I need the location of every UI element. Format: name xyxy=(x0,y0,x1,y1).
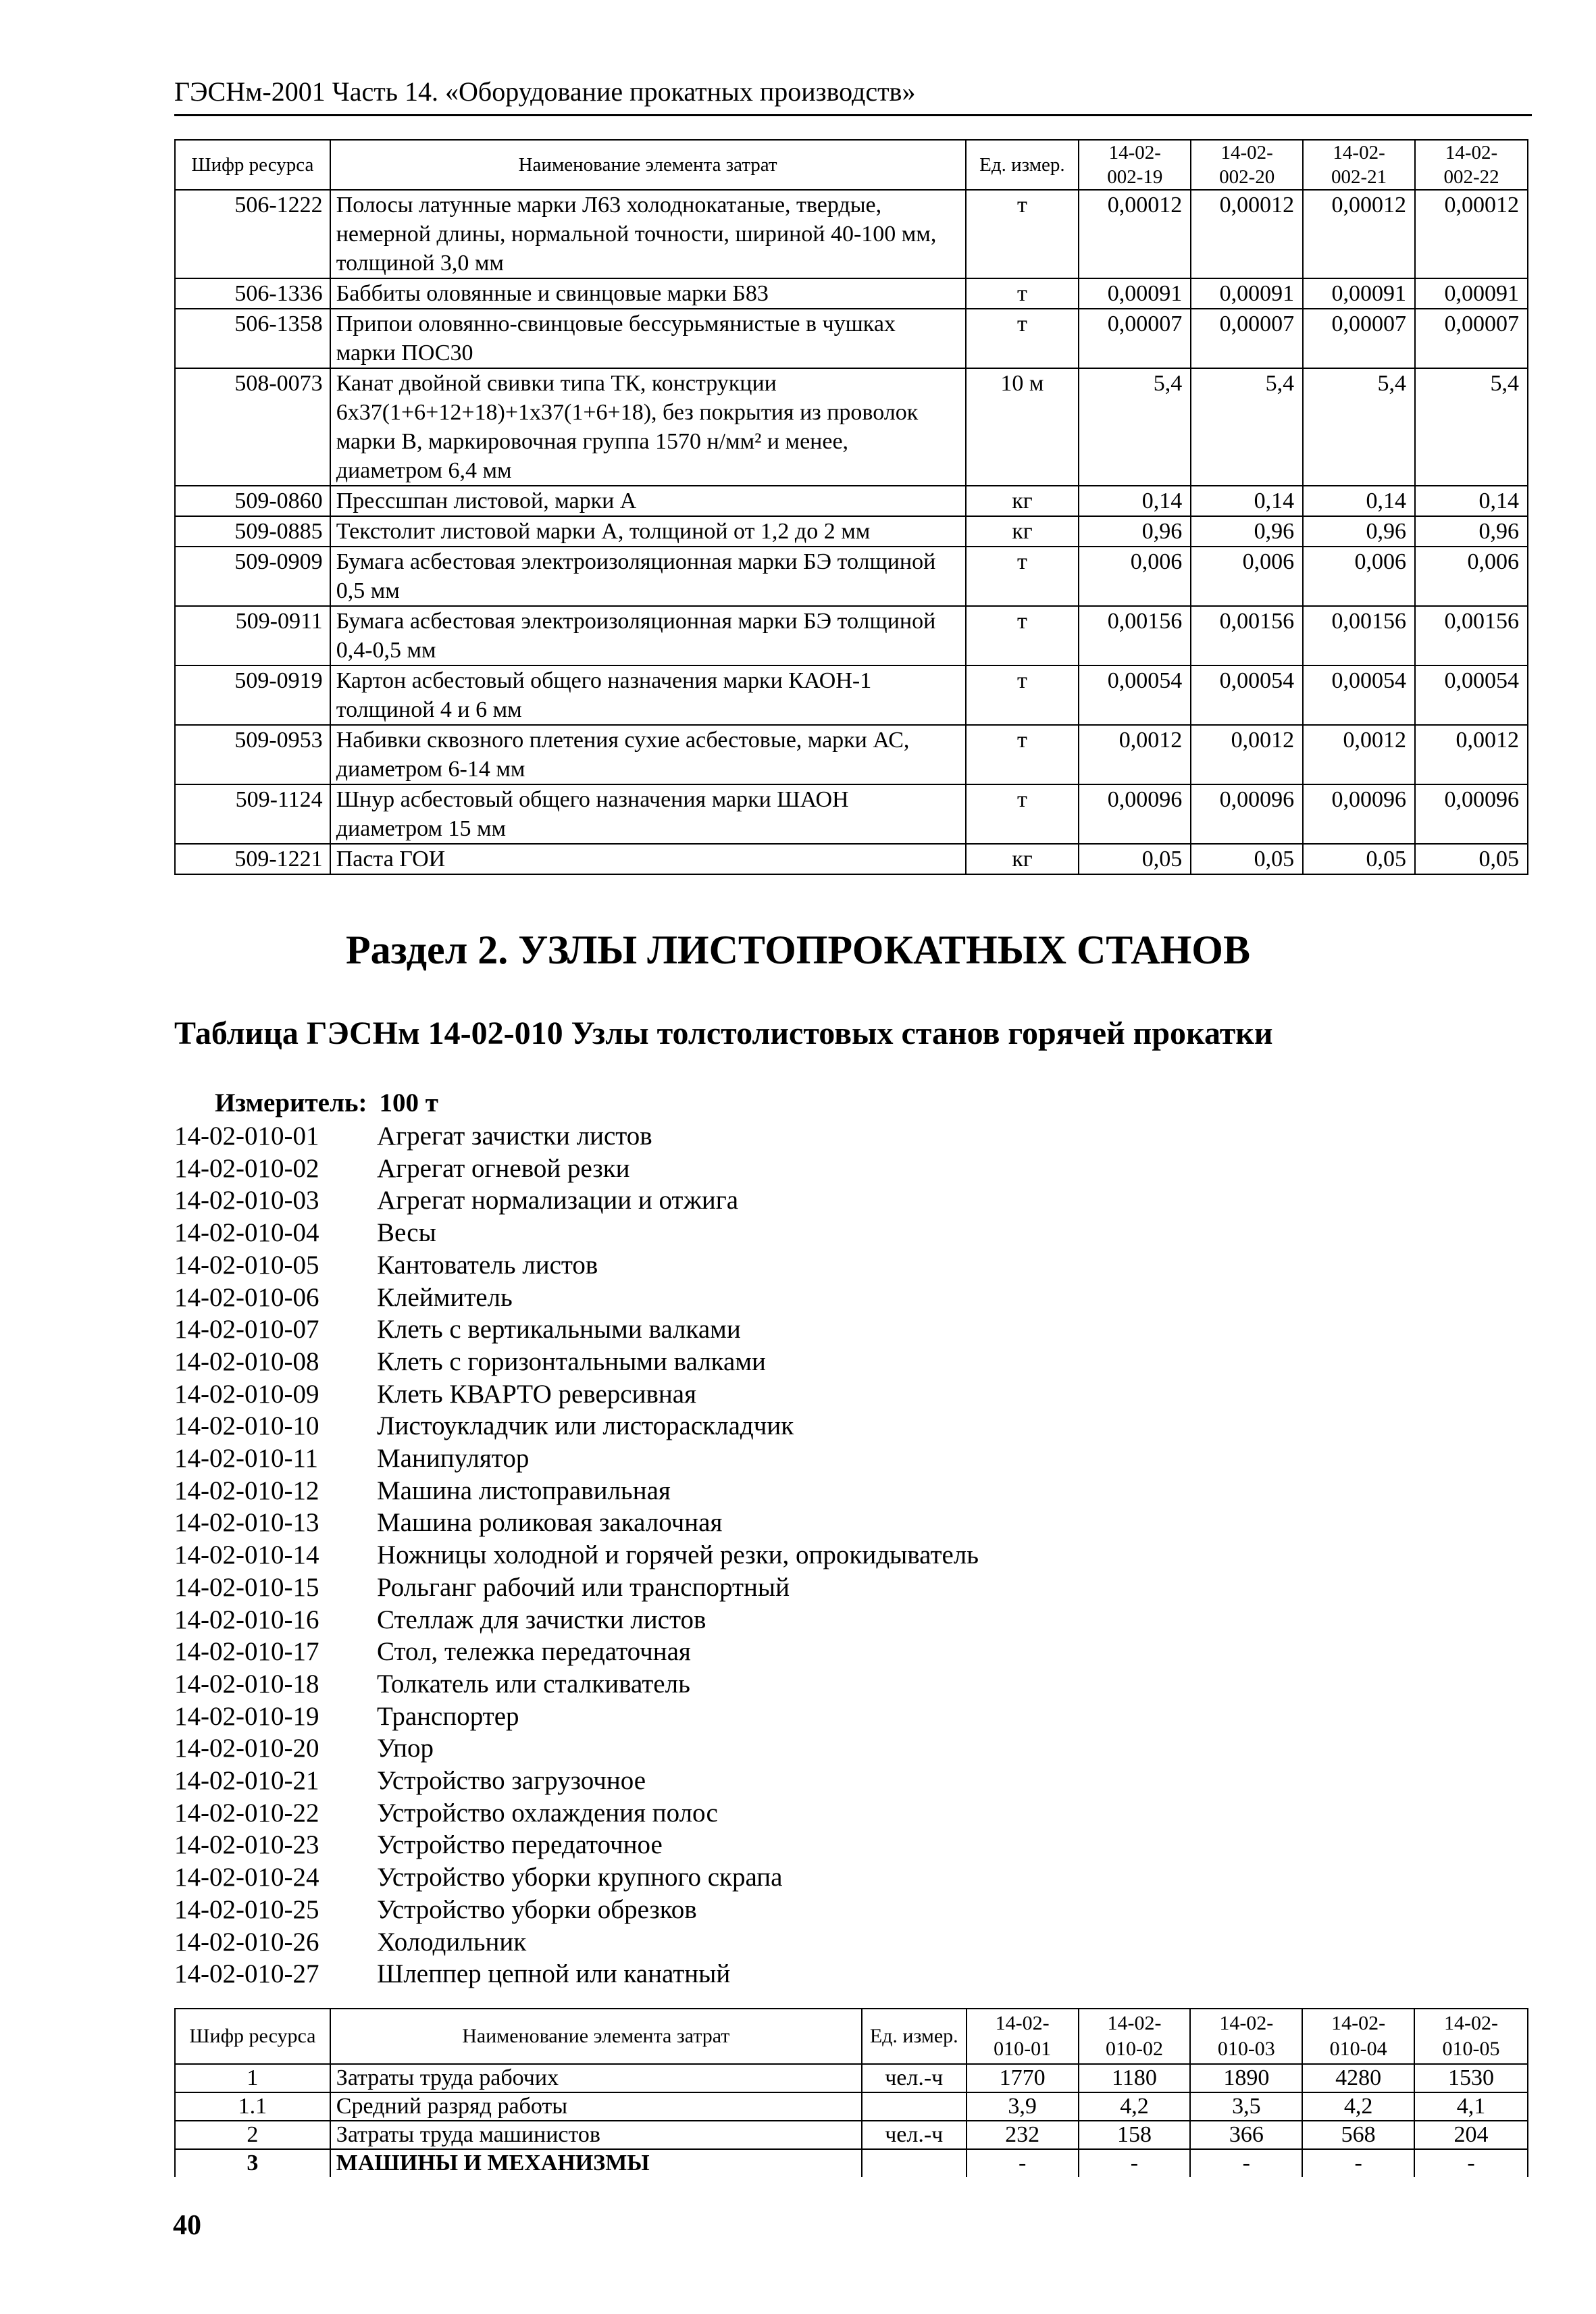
norm-code: 14-02-010-22 xyxy=(174,1798,319,1828)
meter-line xyxy=(215,1088,438,1118)
value-cell: - xyxy=(967,2149,1079,2177)
norm-item xyxy=(174,1829,979,1861)
unit-cell xyxy=(862,2149,967,2177)
unit-cell: т xyxy=(966,606,1079,665)
value-cell: 158 xyxy=(1079,2121,1191,2149)
value-cell: 0,00007 xyxy=(1415,309,1528,368)
value-cell: 0,00091 xyxy=(1303,278,1415,309)
value-cell: 0,00091 xyxy=(1415,278,1528,309)
norm-code: 14-02-010-14 xyxy=(174,1540,319,1570)
norm-code: 14-02-010-04 xyxy=(174,1218,319,1248)
table-header-row xyxy=(175,140,1528,190)
value-cell: 1770 xyxy=(967,2064,1079,2092)
norm-code: 14-02-010-13 xyxy=(174,1508,319,1538)
norm-name: Весы xyxy=(377,1218,436,1248)
resource-table-010 xyxy=(174,2008,1528,2177)
norm-item xyxy=(174,1184,979,1217)
column-header: 14-02- 010-05 xyxy=(1414,2009,1528,2064)
cost-element-name: Затраты труда рабочих xyxy=(330,2064,862,2092)
resource-code: 3 xyxy=(175,2149,330,2177)
norm-name: Толкатель или сталкиватель xyxy=(377,1669,690,1699)
value-cell: - xyxy=(1414,2149,1528,2177)
column-header: 14-02- 002-21 xyxy=(1303,140,1415,190)
table-row xyxy=(175,486,1528,516)
norm-name: Ножницы холодной и горячей резки, опрокидыватель xyxy=(377,1540,979,1570)
value-cell: 204 xyxy=(1414,2121,1528,2149)
norm-name: Шлеппер цепной или канатный xyxy=(377,1959,731,1989)
norm-code: 14-02-010-27 xyxy=(174,1959,319,1989)
norm-name: Устройство охлаждения полос xyxy=(377,1798,718,1828)
norm-code-list xyxy=(174,1120,979,1990)
value-cell: 0,006 xyxy=(1415,547,1528,606)
value-cell: 4,2 xyxy=(1079,2092,1191,2121)
norm-code: 14-02-010-15 xyxy=(174,1572,319,1602)
resource-code: 509-0885 xyxy=(175,516,330,547)
norm-item xyxy=(174,1442,979,1475)
norm-name: Клеть с горизонтальными валками xyxy=(377,1347,766,1376)
resource-code: 506-1336 xyxy=(175,278,330,309)
value-cell: 0,00054 xyxy=(1191,665,1303,725)
value-cell: 366 xyxy=(1190,2121,1302,2149)
norm-code: 14-02-010-01 xyxy=(174,1122,319,1151)
cost-element-name: МАШИНЫ И МЕХАНИЗМЫ xyxy=(330,2149,862,2177)
norm-item xyxy=(174,1571,979,1604)
unit-cell: т xyxy=(966,784,1079,844)
column-header: Шифр ресурса xyxy=(175,140,330,190)
value-cell: 568 xyxy=(1302,2121,1414,2149)
norm-item xyxy=(174,1475,979,1507)
cost-element-name: Картон асбестовый общего назначения марки КАОН-1 толщиной 4 и 6 мм xyxy=(330,665,966,725)
value-cell: 0,05 xyxy=(1303,844,1415,874)
value-cell: 0,00054 xyxy=(1079,665,1191,725)
value-cell: 0,96 xyxy=(1079,516,1191,547)
value-cell: 0,00156 xyxy=(1191,606,1303,665)
column-header: Шифр ресурса xyxy=(175,2009,330,2064)
resource-code: 509-0909 xyxy=(175,547,330,606)
value-cell: 0,00054 xyxy=(1303,665,1415,725)
norm-name: Клеть КВАРТО реверсивная xyxy=(377,1379,697,1409)
unit-cell: 10 м xyxy=(966,368,1079,486)
cost-element-name: Припои оловянно-свинцовые бессурьмянистые в чушках марки ПОС30 xyxy=(330,309,966,368)
table-row xyxy=(175,665,1528,725)
norm-item xyxy=(174,1701,979,1733)
norm-name: Устройство уборки обрезков xyxy=(377,1894,697,1924)
norm-name: Рольганг рабочий или транспортный xyxy=(377,1572,790,1602)
value-cell: 0,14 xyxy=(1191,486,1303,516)
cost-element-name: Шнур асбестовый общего назначения марки ШАОН диаметром 15 мм xyxy=(330,784,966,844)
norm-item xyxy=(174,1894,979,1926)
value-cell: 0,0012 xyxy=(1079,725,1191,784)
norm-item xyxy=(174,1217,979,1249)
norm-code: 14-02-010-20 xyxy=(174,1734,319,1763)
meter-value: 100 т xyxy=(379,1088,438,1117)
unit-cell: чел.-ч xyxy=(862,2121,967,2149)
norm-name: Упор xyxy=(377,1734,434,1763)
table-row xyxy=(175,368,1528,486)
value-cell: 0,00156 xyxy=(1415,606,1528,665)
norm-code: 14-02-010-03 xyxy=(174,1186,319,1215)
resource-code: 509-0953 xyxy=(175,725,330,784)
value-cell: 0,00007 xyxy=(1303,309,1415,368)
value-cell: 0,05 xyxy=(1191,844,1303,874)
resource-code: 509-1221 xyxy=(175,844,330,874)
norm-code: 14-02-010-09 xyxy=(174,1379,319,1409)
table-row xyxy=(175,516,1528,547)
norm-code: 14-02-010-19 xyxy=(174,1701,319,1731)
norm-code: 14-02-010-23 xyxy=(174,1830,319,1860)
norm-code: 14-02-010-02 xyxy=(174,1153,319,1183)
norm-code: 14-02-010-08 xyxy=(174,1347,319,1376)
unit-cell: кг xyxy=(966,486,1079,516)
norm-item xyxy=(174,1346,979,1378)
norm-name: Устройство загрузочное xyxy=(377,1766,646,1796)
cost-element-name: Полосы латунные марки Л63 холоднокатаные, твердые, немерной длины, нормальной точности, шириной 40-100 мм, толщиной 3,0 мм xyxy=(330,190,966,278)
column-header: Наименование элемента затрат xyxy=(330,140,966,190)
value-cell: 0,00012 xyxy=(1191,190,1303,278)
norm-name: Манипулятор xyxy=(377,1444,530,1474)
norm-name: Холодильник xyxy=(377,1927,527,1957)
norm-code: 14-02-010-21 xyxy=(174,1766,319,1796)
value-cell: 0,00091 xyxy=(1191,278,1303,309)
table-row xyxy=(175,190,1528,278)
norm-code: 14-02-010-17 xyxy=(174,1637,319,1667)
cost-element-name: Текстолит листовой марки А, толщиной от 1,2 до 2 мм xyxy=(330,516,966,547)
resource-code: 1 xyxy=(175,2064,330,2092)
norm-name: Клеть с вертикальными валками xyxy=(377,1315,741,1344)
norm-name: Клеймитель xyxy=(377,1282,513,1312)
norm-item xyxy=(174,1732,979,1765)
table-row xyxy=(175,278,1528,309)
value-cell: 0,006 xyxy=(1303,547,1415,606)
value-cell: 0,00096 xyxy=(1191,784,1303,844)
norm-item xyxy=(174,1313,979,1346)
cost-element-name: Бумага асбестовая электроизоляционная марки БЭ толщиной 0,5 мм xyxy=(330,547,966,606)
value-cell: 1530 xyxy=(1414,2064,1528,2092)
norm-name: Машина листоправильная xyxy=(377,1476,671,1505)
value-cell: 3,5 xyxy=(1190,2092,1302,2121)
resource-code: 506-1222 xyxy=(175,190,330,278)
norm-item xyxy=(174,1926,979,1959)
resource-code: 509-1124 xyxy=(175,784,330,844)
value-cell: 5,4 xyxy=(1191,368,1303,486)
running-header: ГЭСНм-2001 Часть 14. «Оборудование прокатных производств» xyxy=(174,76,1532,116)
value-cell: 0,05 xyxy=(1079,844,1191,874)
unit-cell xyxy=(862,2092,967,2121)
table-row xyxy=(175,2092,1528,2121)
table-row xyxy=(175,844,1528,874)
value-cell: 232 xyxy=(967,2121,1079,2149)
value-cell: 0,00156 xyxy=(1303,606,1415,665)
unit-cell: кг xyxy=(966,844,1079,874)
norm-item xyxy=(174,1507,979,1539)
table-title: Таблица ГЭСНм 14-02-010 Узлы толстолистовых станов горячей прокатки xyxy=(174,1015,1273,1051)
value-cell: 4,2 xyxy=(1302,2092,1414,2121)
norm-code: 14-02-010-07 xyxy=(174,1315,319,1344)
norm-code: 14-02-010-12 xyxy=(174,1476,319,1505)
table-header-row xyxy=(175,2009,1528,2064)
norm-code: 14-02-010-24 xyxy=(174,1863,319,1892)
value-cell: 0,00156 xyxy=(1079,606,1191,665)
value-cell: 0,00007 xyxy=(1191,309,1303,368)
cost-element-name: Средний разряд работы xyxy=(330,2092,862,2121)
norm-item xyxy=(174,1120,979,1153)
norm-item xyxy=(174,1797,979,1830)
value-cell: 0,006 xyxy=(1079,547,1191,606)
table-row xyxy=(175,606,1528,665)
column-header: 14-02- 010-01 xyxy=(967,2009,1079,2064)
unit-cell: т xyxy=(966,725,1079,784)
value-cell: 1890 xyxy=(1190,2064,1302,2092)
value-cell: 1180 xyxy=(1079,2064,1191,2092)
column-header: 14-02- 002-20 xyxy=(1191,140,1303,190)
value-cell: 5,4 xyxy=(1415,368,1528,486)
value-cell: 0,0012 xyxy=(1303,725,1415,784)
unit-cell: т xyxy=(966,665,1079,725)
norm-code: 14-02-010-26 xyxy=(174,1927,319,1957)
unit-cell: т xyxy=(966,278,1079,309)
cost-element-name: Баббиты оловянные и свинцовые марки Б83 xyxy=(330,278,966,309)
unit-cell: т xyxy=(966,309,1079,368)
norm-item xyxy=(174,1153,979,1185)
value-cell: 0,0012 xyxy=(1191,725,1303,784)
value-cell: 0,14 xyxy=(1079,486,1191,516)
cost-element-name: Затраты труда машинистов xyxy=(330,2121,862,2149)
value-cell: 4,1 xyxy=(1414,2092,1528,2121)
column-header: Наименование элемента затрат xyxy=(330,2009,862,2064)
norm-code: 14-02-010-05 xyxy=(174,1250,319,1280)
unit-cell: кг xyxy=(966,516,1079,547)
resource-table-002 xyxy=(174,139,1528,875)
cost-element-name: Бумага асбестовая электроизоляционная марки БЭ толщиной 0,4-0,5 мм xyxy=(330,606,966,665)
value-cell: 0,0012 xyxy=(1415,725,1528,784)
cost-element-name: Канат двойной свивки типа ТК, конструкции 6х37(1+6+12+18)+1х37(1+6+18), без покрытия из проволок марки В, маркировочная группа 1570 н/мм² и менее, диаметром 6,4 мм xyxy=(330,368,966,486)
norm-name: Агрегат зачистки листов xyxy=(377,1122,652,1151)
table-row xyxy=(175,2064,1528,2092)
resource-code: 506-1358 xyxy=(175,309,330,368)
resource-code: 2 xyxy=(175,2121,330,2149)
column-header: Ед. измер. xyxy=(966,140,1079,190)
value-cell: 0,00012 xyxy=(1415,190,1528,278)
value-cell: 0,14 xyxy=(1303,486,1415,516)
cost-element-name: Набивки сквозного плетения сухие асбестовые, марки АС, диаметром 6-14 мм xyxy=(330,725,966,784)
norm-code: 14-02-010-11 xyxy=(174,1444,319,1474)
cost-element-name: Паста ГОИ xyxy=(330,844,966,874)
value-cell: 0,96 xyxy=(1415,516,1528,547)
value-cell: 0,00096 xyxy=(1415,784,1528,844)
norm-item xyxy=(174,1861,979,1894)
norm-item xyxy=(174,1282,979,1314)
norm-name: Устройство передаточное xyxy=(377,1830,663,1860)
value-cell: 0,00091 xyxy=(1079,278,1191,309)
resource-code: 509-0860 xyxy=(175,486,330,516)
unit-cell: т xyxy=(966,190,1079,278)
value-cell: 0,00096 xyxy=(1303,784,1415,844)
table-row xyxy=(175,784,1528,844)
norm-item xyxy=(174,1604,979,1636)
norm-name: Агрегат огневой резки xyxy=(377,1153,630,1183)
table-row xyxy=(175,309,1528,368)
norm-code: 14-02-010-18 xyxy=(174,1669,319,1699)
column-header: 14-02- 010-03 xyxy=(1190,2009,1302,2064)
value-cell: - xyxy=(1302,2149,1414,2177)
table-row xyxy=(175,2149,1528,2177)
cost-element-name: Прессшпан листовой, марки А xyxy=(330,486,966,516)
value-cell: 5,4 xyxy=(1079,368,1191,486)
norm-code: 14-02-010-25 xyxy=(174,1894,319,1924)
column-header: 14-02- 010-02 xyxy=(1079,2009,1191,2064)
norm-name: Стеллаж для зачистки листов xyxy=(377,1605,706,1634)
value-cell: 0,00012 xyxy=(1079,190,1191,278)
column-header: 14-02- 010-04 xyxy=(1302,2009,1414,2064)
table-row xyxy=(175,547,1528,606)
value-cell: 0,00012 xyxy=(1303,190,1415,278)
norm-item xyxy=(174,1539,979,1571)
value-cell: 0,96 xyxy=(1191,516,1303,547)
unit-cell: чел.-ч xyxy=(862,2064,967,2092)
norm-name: Стол, тележка передаточная xyxy=(377,1637,691,1667)
table-row xyxy=(175,2121,1528,2149)
resource-code: 1.1 xyxy=(175,2092,330,2121)
norm-name: Машина роликовая закалочная xyxy=(377,1508,723,1538)
value-cell: 0,05 xyxy=(1415,844,1528,874)
value-cell: 0,96 xyxy=(1303,516,1415,547)
norm-name: Транспортер xyxy=(377,1701,519,1731)
norm-item xyxy=(174,1410,979,1442)
value-cell: 0,00054 xyxy=(1415,665,1528,725)
resource-code: 509-0919 xyxy=(175,665,330,725)
meter-label: Измеритель: xyxy=(215,1088,367,1117)
norm-code: 14-02-010-10 xyxy=(174,1411,319,1441)
section-title: Раздел 2. УЗЛЫ ЛИСТОПРОКАТНЫХ СТАНОВ xyxy=(345,928,1250,972)
norm-name: Листоукладчик или листораскладчик xyxy=(377,1411,794,1441)
resource-code: 509-0911 xyxy=(175,606,330,665)
norm-item xyxy=(174,1668,979,1701)
norm-item xyxy=(174,1378,979,1411)
norm-name: Агрегат нормализации и отжига xyxy=(377,1186,739,1215)
value-cell: 0,00096 xyxy=(1079,784,1191,844)
norm-item xyxy=(174,1958,979,1990)
value-cell: 3,9 xyxy=(967,2092,1079,2121)
value-cell: - xyxy=(1079,2149,1191,2177)
norm-code: 14-02-010-06 xyxy=(174,1282,319,1312)
norm-item xyxy=(174,1636,979,1668)
value-cell: 0,006 xyxy=(1191,547,1303,606)
page-number: 40 xyxy=(173,2210,201,2241)
table-row xyxy=(175,725,1528,784)
norm-item xyxy=(174,1249,979,1282)
unit-cell: т xyxy=(966,547,1079,606)
value-cell: 4280 xyxy=(1302,2064,1414,2092)
value-cell: 0,00007 xyxy=(1079,309,1191,368)
column-header: 14-02- 002-19 xyxy=(1079,140,1191,190)
resource-code: 508-0073 xyxy=(175,368,330,486)
norm-name: Кантователь листов xyxy=(377,1250,598,1280)
value-cell: 0,14 xyxy=(1415,486,1528,516)
norm-name: Устройство уборки крупного скрапа xyxy=(377,1863,783,1892)
norm-code: 14-02-010-16 xyxy=(174,1605,319,1634)
value-cell: - xyxy=(1190,2149,1302,2177)
column-header: Ед. измер. xyxy=(862,2009,967,2064)
column-header: 14-02- 002-22 xyxy=(1415,140,1528,190)
norm-item xyxy=(174,1765,979,1797)
value-cell: 5,4 xyxy=(1303,368,1415,486)
